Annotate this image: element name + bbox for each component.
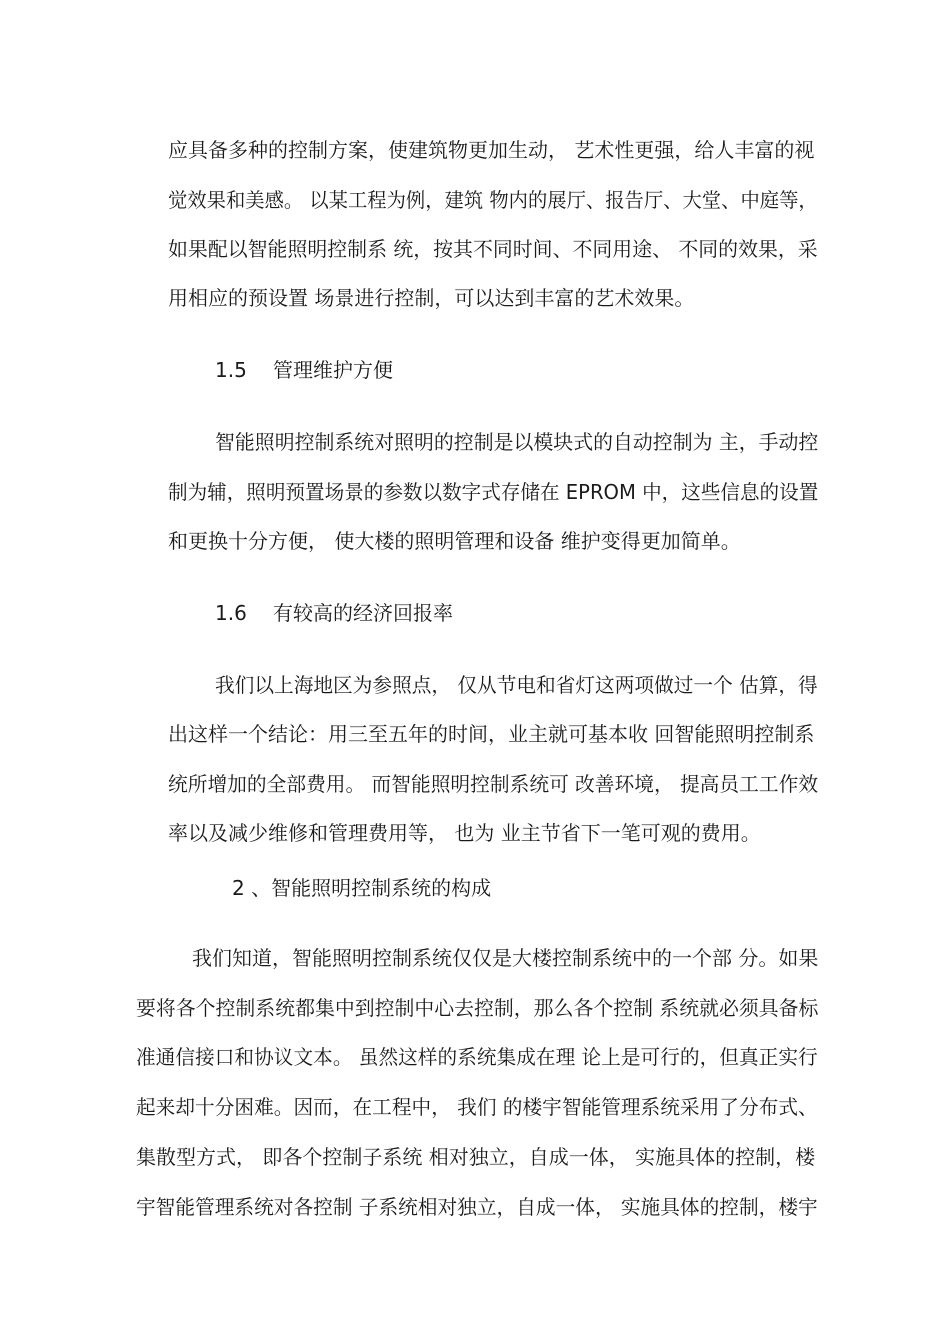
paragraph-3-line-3: 统所增加的全部费用。 而智能照明控制系统可 改善环境， 提高员工工作效 — [168, 772, 819, 796]
paragraph-4-line-6: 宇智能管理系统对各控制 子系统相对独立，自成一体， 实施具体的控制，楼宇 — [136, 1195, 818, 1219]
paragraph-1-line-1: 应具备多种的控制方案，使建筑物更加生动， 艺术性更强，给人丰富的视 — [168, 138, 815, 162]
paragraph-1-line-3: 如果配以智能照明控制系 统，按其不同时间、不同用途、 不同的效果，采 — [168, 237, 818, 261]
paragraph-4-line-3: 准通信接口和协议文本。 虽然这样的系统集成在理 论上是可行的，但真正实行 — [136, 1045, 818, 1069]
paragraph-3-line-2: 出这样一个结论：用三至五年的时间，业主就可基本收 回智能照明控制系 — [168, 722, 815, 746]
paragraph-3-line-4: 率以及减少维修和管理费用等， 也为 业主节省下一笔可观的费用。 — [168, 821, 761, 845]
paragraph-4-line-1: 我们知道，智能照明控制系统仅仅是大楼控制系统中的一个部 分。如果 — [192, 946, 819, 970]
paragraph-2-line-3: 和更换十分方便， 使大楼的照明管理和设备 维护变得更加简单。 — [168, 529, 741, 553]
paragraph-4-line-4: 起来却十分困难。因而，在工程中， 我们 的楼宇智能管理系统采用了分布式、 — [136, 1095, 818, 1119]
paragraph-3-line-1: 我们以上海地区为参照点， 仅从节电和省灯这两项做过一个 估算，得 — [215, 673, 818, 697]
section-number: 1.6 — [215, 601, 247, 625]
section-heading-1-5 — [215, 356, 393, 384]
paragraph-2-line-2: 制为辅，照明预置场景的参数以数字式存储在 EPROM 中，这些信息的设置 — [168, 480, 819, 504]
section-heading-1-6 — [215, 599, 453, 627]
paragraph-1-line-4: 用相应的预设置 场景进行控制，可以达到丰富的艺术效果。 — [168, 286, 695, 310]
paragraph-2-line-1: 智能照明控制系统对照明的控制是以模块式的自动控制为 主，手动控 — [215, 430, 819, 454]
section-heading-2: 2 、智能照明控制系统的构成 — [232, 876, 492, 900]
paragraph-4-line-5: 集散型方式， 即各个控制子系统 相对独立，自成一体， 实施具体的控制，楼 — [136, 1145, 816, 1169]
section-title: 管理维护方便 — [273, 358, 393, 382]
section-title: 有较高的经济回报率 — [273, 601, 453, 625]
paragraph-1-line-2: 觉效果和美感。 以某工程为例，建筑 物内的展厅、报告厅、大堂、中庭等， — [168, 188, 818, 212]
section-number: 1.5 — [215, 358, 247, 382]
paragraph-4-line-2: 要将各个控制系统都集中到控制中心去控制，那么各个控制 系统就必须具备标 — [136, 996, 819, 1020]
